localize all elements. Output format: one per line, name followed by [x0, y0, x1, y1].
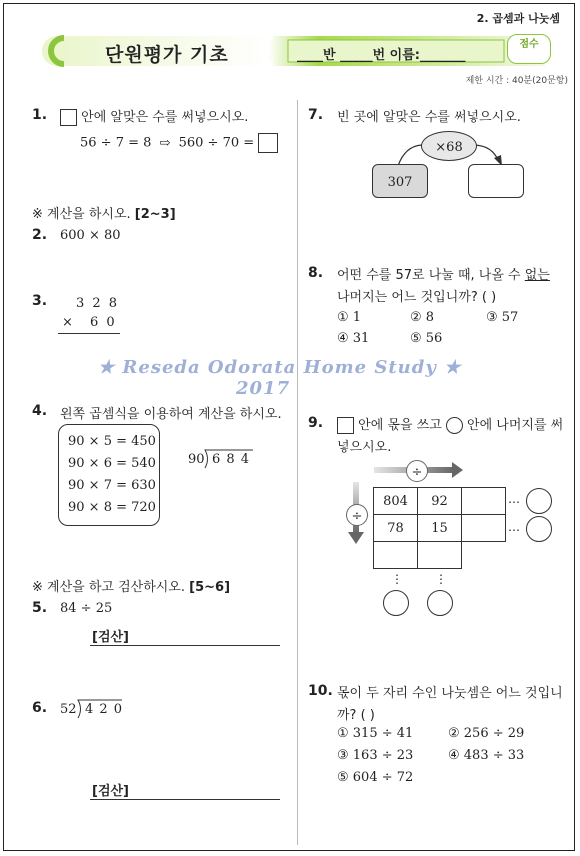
chapter-label: 2. 곱셈과 나눗셈: [476, 12, 560, 25]
q9-cell-blank[interactable]: [418, 542, 462, 569]
q1-text: 안에 알맞은 수를 써넣으시오.: [81, 110, 249, 125]
q9-remainder-circle-col2[interactable]: [427, 590, 453, 616]
q6-divisor: 52: [60, 702, 77, 717]
q8-line1: [337, 264, 550, 283]
q4-number: 4.: [32, 403, 48, 419]
q3-rule: [58, 333, 120, 334]
score-badge: [507, 34, 551, 64]
watermark-line1: ★ Reseda Odorata Home Study ★: [98, 357, 462, 378]
q3-operator: ×: [62, 315, 73, 330]
q3-bottom: 6 0: [90, 315, 117, 330]
q9-vdots-col1: ⋮: [391, 572, 403, 586]
q6-dividend: 4 2 0: [85, 702, 124, 717]
q6-check-line: [90, 799, 280, 800]
q9-remainder-circle-col1[interactable]: [383, 590, 409, 616]
q1-expr2: 560 ÷ 70 =: [178, 135, 255, 151]
q8-option[interactable]: ③ 57: [486, 310, 519, 325]
q8-underlined: 없는: [524, 268, 550, 283]
q7-text: 빈 곳에 알맞은 수를 써넣으시오.: [337, 110, 521, 125]
q9-line2: 넣으시오.: [337, 440, 392, 455]
q10-option[interactable]: ② 256 ÷ 29: [448, 726, 525, 741]
q10-line1: 몫이 두 자리 수인 나눗셈은 어느 것입니: [337, 686, 563, 701]
q10-line2: 까? ( ): [337, 708, 375, 723]
q5-number: 5.: [32, 600, 48, 616]
q9-op-vertical: ÷: [351, 509, 363, 524]
section1-range: [2~3]: [134, 207, 176, 222]
q6-check-label: [검산]: [92, 784, 129, 799]
section1-text: ※ 계산을 하시오.: [32, 207, 131, 222]
q9-cell-blank[interactable]: [374, 542, 418, 569]
q1-number: 1.: [32, 107, 48, 123]
q5-check-line: [90, 645, 280, 646]
time-limit: 제한 시간 : 40분(20문항): [465, 76, 568, 86]
q3-number: 3.: [32, 293, 48, 309]
q4-dividend: 6 8 4: [212, 452, 251, 467]
q6-number: 6.: [32, 700, 48, 716]
q2-number: 2.: [32, 227, 48, 243]
q9-vdots-col2: ⋮: [435, 572, 447, 586]
q10-option[interactable]: ④ 483 ÷ 33: [448, 748, 525, 763]
q9-grid: [373, 487, 506, 569]
q9-cell: 804: [374, 488, 418, 515]
answer-box-icon: [337, 417, 354, 434]
q7-number: 7.: [308, 107, 324, 123]
q1-prompt: [60, 106, 248, 126]
q9-line1: [337, 414, 563, 434]
q8-number: 8.: [308, 265, 324, 281]
q9-text-a: 안에 몫을 쓰고: [358, 418, 442, 433]
q3-top: 3 2 8: [76, 296, 120, 311]
q9-cell: 78: [374, 515, 418, 542]
answer-box-icon: [60, 109, 77, 126]
q9-cell: 92: [418, 488, 462, 515]
q8-text: 어떤 수를 57로 나눌 때, 나올 수: [337, 268, 521, 283]
q10-option[interactable]: ③ 163 ÷ 23: [337, 748, 414, 763]
q5-check-label: [검산]: [92, 630, 129, 645]
q9-cell: 15: [418, 515, 462, 542]
q9-cell-empty: [462, 542, 506, 569]
q8-option[interactable]: ⑤ 56: [410, 331, 443, 346]
page-title: 단원평가 기초: [105, 44, 229, 66]
q4-divisor: 90: [188, 452, 205, 467]
q8-line2: 나머지는 어느 것입니까? ( ): [337, 290, 497, 305]
q4-fact: 90 × 6 = 540: [68, 456, 156, 471]
divide-icon-horizontal: [406, 460, 428, 482]
q7-operator-oval: [421, 131, 477, 161]
section2-text: ※ 계산을 하고 검산하시오.: [32, 580, 186, 595]
q9-remainder-circle-row2[interactable]: [526, 516, 552, 542]
section-instruction-2-3: [32, 203, 176, 222]
q9-cell-blank[interactable]: [462, 515, 506, 542]
q4-fact: 90 × 7 = 630: [68, 478, 156, 493]
q8-option[interactable]: ① 1: [337, 310, 362, 325]
q7-operator: ×68: [435, 140, 463, 155]
name-field[interactable]: ____반 _____번 이름:_______: [297, 48, 466, 63]
q10-number: 10.: [308, 683, 333, 699]
q1-expr1: 56 ÷ 7 = 8: [80, 135, 152, 151]
q9-cell-blank[interactable]: [462, 488, 506, 515]
circle-icon: [446, 417, 463, 434]
divide-icon-vertical: [346, 504, 368, 526]
q4-facts-box: [58, 424, 160, 526]
score-label: 점수: [519, 39, 539, 50]
arrow-icon: ⇨: [159, 135, 171, 151]
q9-op-horizontal: ÷: [411, 465, 423, 480]
q8-option[interactable]: ④ 31: [337, 331, 370, 346]
q7-start-value: 307: [387, 175, 413, 190]
q1-expression: [80, 133, 278, 153]
section-instruction-5-6: [32, 576, 230, 595]
q2-expression: 600 × 80: [60, 228, 121, 243]
q8-option[interactable]: ② 8: [410, 310, 435, 325]
q4-fact: 90 × 5 = 450: [68, 434, 156, 449]
q9-number: 9.: [308, 415, 324, 431]
q9-dots-row1: …: [508, 492, 520, 506]
q9-remainder-circle-row1[interactable]: [526, 488, 552, 514]
q1-answer-box[interactable]: [258, 133, 278, 153]
watermark-line2: 2017: [236, 378, 291, 399]
section2-range: [5~6]: [189, 580, 231, 595]
q4-fact: 90 × 8 = 720: [68, 500, 156, 515]
q4-text: 왼쪽 곱셈식을 이용하여 계산을 하시오.: [60, 407, 282, 422]
q10-option[interactable]: ⑤ 604 ÷ 72: [337, 770, 414, 785]
q10-option[interactable]: ① 315 ÷ 41: [337, 726, 414, 741]
q7-answer-box[interactable]: [468, 164, 524, 198]
q7-start-box: [372, 164, 428, 198]
q5-expression: 84 ÷ 25: [60, 601, 113, 616]
q9-dots-row2: …: [508, 520, 520, 534]
q9-text-b: 안에 나머지를 써: [467, 418, 564, 433]
column-divider: [297, 100, 298, 845]
